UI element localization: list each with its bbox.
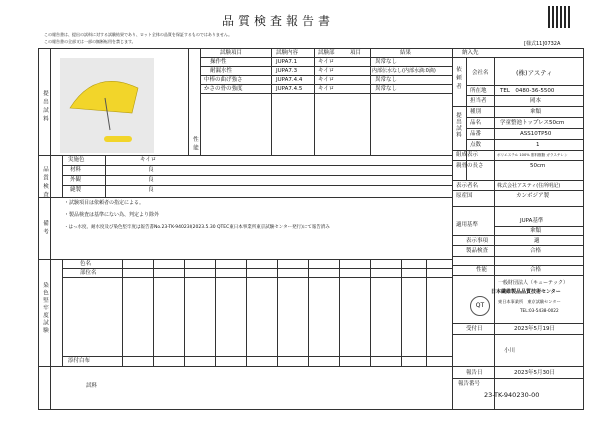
address-label: 所在地 <box>470 88 487 94</box>
sensory-value: 良 <box>148 187 154 193</box>
report-label: 報告番号 <box>458 381 481 387</box>
kind-value: 傘類 <box>530 109 542 115</box>
fiber-value: ポリエステル 100% 塗料樹脂 ガラスチレン <box>497 153 568 157</box>
th-method: 試験内容 <box>276 50 299 56</box>
org-line-3: 東日本事業所 東京試験センター <box>498 299 561 304</box>
th-result: 結果 <box>400 50 412 56</box>
judge-label: 製品検査 <box>466 248 489 254</box>
sample-label: 提出試料 <box>42 90 48 124</box>
table-row-result: 異常なし <box>375 86 398 92</box>
table-row-method: JUPA7.1 <box>276 59 298 65</box>
tel-value: TEL 0480-36-5500 <box>500 88 555 94</box>
name-label: 品名 <box>470 120 482 126</box>
note-2: この報告書の全部又は一部の無断転用を禁じます。 <box>44 39 136 44</box>
dye-part-name: 部位名 <box>80 270 97 276</box>
display-label: 表示者名 <box>456 183 479 189</box>
sample-info-label: 提出試料 <box>455 112 461 138</box>
qty-label: 点数 <box>470 142 482 148</box>
table-row-part: キイロ <box>318 68 335 74</box>
color-value: キイロ <box>140 157 157 163</box>
page-title: 品質検査報告書 <box>222 14 335 28</box>
qty-value: 1 <box>536 142 540 148</box>
th-item: 試験項目 <box>220 50 243 56</box>
org-line-2: 日本繊維製品品質技術センター <box>491 289 561 295</box>
sensory-label: 縫製 <box>70 187 82 193</box>
report-number: 23-TK-940230-00 <box>484 391 540 399</box>
table-row-method: JUPA7.3 <box>276 68 298 74</box>
no-label: 品番 <box>470 131 482 137</box>
table-row-result: 異常なし <box>375 77 398 83</box>
sample-photo <box>60 58 154 153</box>
q-seal-icon: QT <box>470 296 490 316</box>
org-line-4: TEL:03-5438-0022 <box>520 308 559 313</box>
size-label: 親骨の長さ <box>456 163 484 169</box>
origin-label: 原産国 <box>456 193 473 199</box>
size-value: 50cm <box>530 163 546 169</box>
std-value: JUPA基準 <box>520 218 544 224</box>
table-row-item: かさの骨の強度 <box>204 86 243 92</box>
origin-value: カンボジア製 <box>516 193 550 199</box>
table-row-item: 操作性 <box>210 59 227 65</box>
company-value: (株)アスティ <box>516 69 553 77</box>
fiber-label: 組成表示 <box>456 152 479 158</box>
name-value: 学童整池トップレス50cm <box>500 120 565 126</box>
table-row-method: JUPA7.4.5 <box>276 86 303 92</box>
request-label: 納入先 <box>462 50 479 56</box>
judge-value: 合格 <box>530 248 542 254</box>
recv-by: 小川 <box>504 348 516 354</box>
mark-value: 適 <box>534 238 540 244</box>
dye-sample: 添付白布 <box>68 358 91 364</box>
note-1: この報告書は、提出の試料に対する試験結果であり、ロット全体の品質を保証するものではありません。 <box>44 32 233 37</box>
dye-color-name: 色名 <box>80 261 92 267</box>
th-part: 試験部 <box>318 50 335 56</box>
table-row-part: キイロ <box>318 77 335 83</box>
person-value: 岡本 <box>530 98 542 104</box>
final-sample-label: 試料 <box>86 383 98 389</box>
no-value: ASS10TP50 <box>520 131 552 137</box>
qr-code <box>548 6 570 28</box>
remark-line: ・製品検査は基準にない為、判定より除外 <box>64 212 160 218</box>
dye-side-label: 染色堅牢度試験 <box>42 282 48 335</box>
remark-line: ・試験項目は依頼者の指定による。 <box>64 200 145 206</box>
table-row-part: キイロ <box>318 59 335 65</box>
client-label: 依頼者 <box>455 66 461 92</box>
perf-label: 性能 <box>476 267 488 273</box>
table-row-result: 内部伝水なし(内部水滴:0滴) <box>372 68 436 74</box>
sensory-value: 良 <box>148 167 154 173</box>
table-row-item: 中棒の曲げ強さ <box>204 77 243 83</box>
table-row-method: JUPA7.4.4 <box>276 77 303 83</box>
perf-value: 合格 <box>530 267 542 273</box>
kind-label: 種別 <box>470 109 482 115</box>
person-label: 担当者 <box>470 98 487 104</box>
remark-line: ・はっ水度、耐水度及び染色堅牢度は報告書No.23-TK-94023I(2023.5.30 QTEC東日本事業所東京試験センター発行)にて報告済み <box>64 225 330 230</box>
company-label: 会社名 <box>472 70 489 76</box>
color-header: 実施色 <box>68 157 85 163</box>
issue-label: 報告日 <box>466 370 483 376</box>
mark-label: 表示事項 <box>466 238 489 244</box>
std-value-2: 傘類 <box>530 228 542 234</box>
std-label: 適用基準 <box>456 222 479 228</box>
recv-value: 2023年5月19日 <box>514 326 555 332</box>
table-row-item: 耐漏水性 <box>210 68 233 74</box>
perf-side-label: 性能 <box>192 136 198 153</box>
sensory-label: 外観 <box>70 177 82 183</box>
remarks-label: 備考 <box>42 220 48 237</box>
format-number: [様式11]0732A <box>524 41 561 47</box>
th-field: 項目 <box>350 50 362 56</box>
display-value: 株式会社アスティ(住所明記) <box>497 183 561 189</box>
recv-label: 受付日 <box>466 326 483 332</box>
sensory-label: 材料 <box>70 167 82 173</box>
table-row-result: 異常なし <box>375 59 398 65</box>
sensory-value: 良 <box>148 177 154 183</box>
table-row-part: キイロ <box>318 86 335 92</box>
org-line-1: 一般財団法人（キューテック） <box>498 280 569 286</box>
sensory-side-label: 品質検査 <box>42 166 48 200</box>
issue-value: 2023年5月30日 <box>514 370 555 376</box>
